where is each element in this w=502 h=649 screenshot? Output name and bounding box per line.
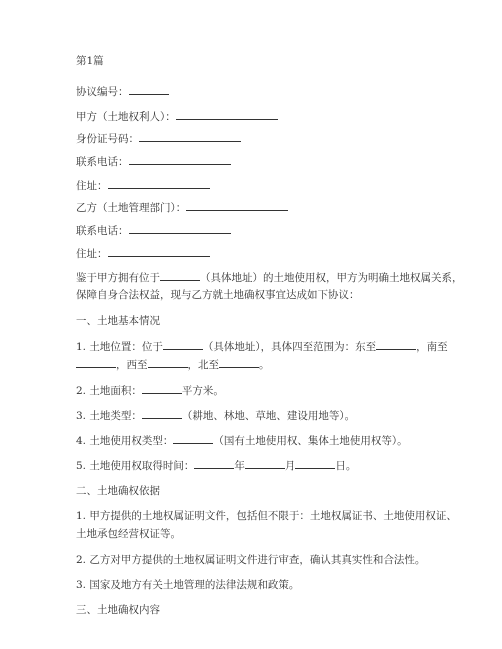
fill-blank: [186, 200, 288, 211]
section-1-heading: 一、土地基本情况: [76, 315, 160, 327]
fill-blank: [295, 458, 335, 469]
fill-blank: [76, 357, 116, 368]
item-1-3: 3. 土地类型： （耕地、林地、草地、建设用地等）。: [76, 410, 356, 422]
fill-blank: [176, 109, 278, 120]
party-b-phone-line: 联系电话：: [76, 223, 231, 238]
party-a-phone-line: 联系电话：: [76, 154, 231, 169]
agreement-number-line: 协议编号：: [76, 84, 169, 99]
fill-blank: [129, 84, 169, 95]
item-1-2: 2. 土地面积： 平方米。: [76, 385, 224, 397]
fill-blank: [108, 246, 210, 257]
item-2-1-line-2: 土地承包经营权证等。: [76, 528, 181, 540]
item-1-1-line-1: 1. 土地位置：位于 （具体地址），具体四至范围为：东至 ，南至: [76, 341, 448, 353]
fill-blank: [108, 178, 210, 189]
preamble-line-1: 鉴于甲方拥有位于 （具体地址）的土地使用权，甲方为明确土地权属关系，: [76, 272, 463, 284]
fill-blank: [173, 433, 213, 444]
fill-blank: [194, 458, 234, 469]
party-b-address-line: 住址：: [76, 246, 210, 261]
party-a-line: 甲方（土地权利人）：: [76, 109, 278, 124]
item-1-1-line-2: ，西至 ，北至 。: [76, 357, 270, 372]
section-2-heading: 二、土地确权依据: [76, 485, 160, 497]
item-1-5: 5. 土地使用权取得时间： 年 月 日。: [76, 460, 357, 472]
fill-blank: [376, 339, 416, 350]
party-a-address-line: 住址：: [76, 178, 210, 193]
item-2-3: 3. 国家及地方有关土地管理的法律法规和政策。: [76, 579, 300, 591]
fill-blank: [142, 383, 182, 394]
party-a-id-line: 身份证号码：: [76, 131, 241, 146]
fill-blank: [245, 458, 285, 469]
party-b-line: 乙方（土地管理部门）：: [76, 200, 288, 215]
fill-blank: [163, 339, 203, 350]
section-3-heading: 三、土地确权内容: [76, 604, 160, 616]
fill-blank: [148, 357, 188, 368]
fill-blank: [139, 131, 241, 142]
item-1-4: 4. 土地使用权类型： （国有土地使用权、集体土地使用权等）。: [76, 435, 408, 447]
doc-heading: 第1篇: [76, 55, 104, 67]
item-2-1-line-1: 1. 甲方提供的土地权属证明文件，包括但不限于：土地权属证书、土地使用权证、: [76, 510, 457, 522]
fill-blank: [160, 270, 200, 281]
fill-blank: [129, 154, 231, 165]
fill-blank: [219, 357, 259, 368]
item-2-2: 2. 乙方对甲方提供的土地权属证明文件进行审查，确认其真实性和合法性。: [76, 554, 426, 566]
preamble-line-2: 保障自身合法权益，现与乙方就土地确权事宜达成如下协议：: [76, 289, 360, 301]
fill-blank: [129, 223, 231, 234]
fill-blank: [142, 408, 182, 419]
